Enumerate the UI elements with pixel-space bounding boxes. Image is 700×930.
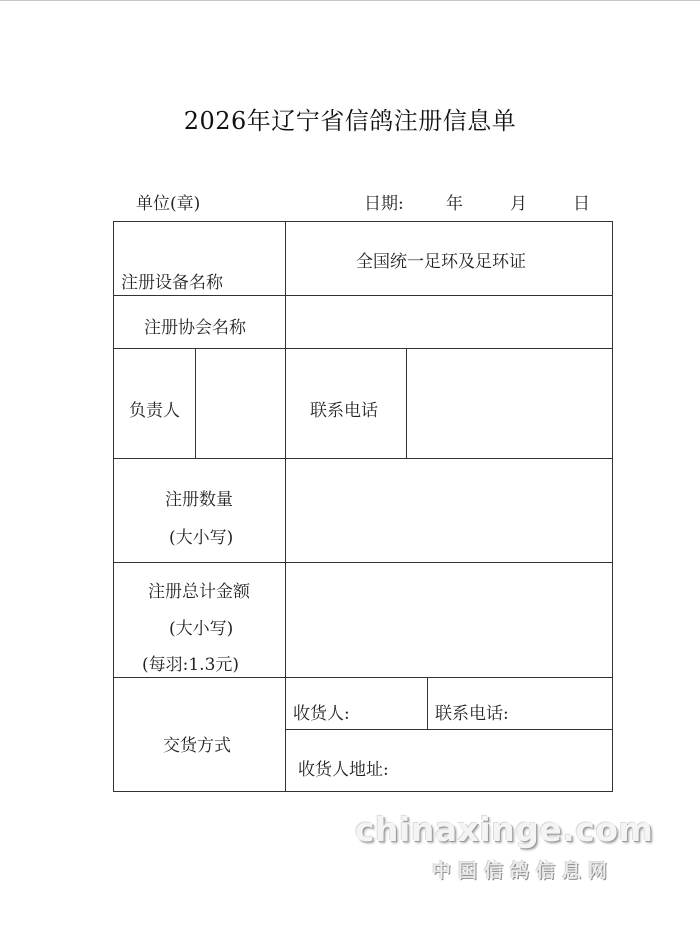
column-divider bbox=[427, 677, 428, 729]
contact-phone-label: 联系电话 bbox=[310, 401, 378, 421]
date-month-label: 月 bbox=[510, 194, 527, 214]
device-name-label: 注册设备名称 bbox=[121, 273, 223, 293]
receiver-phone-label: 联系电话: bbox=[435, 704, 509, 724]
row-divider bbox=[114, 677, 612, 678]
row-divider bbox=[114, 295, 612, 296]
device-name-value: 全国统一足环及足环证 bbox=[356, 252, 526, 272]
total-amount-label: 注册总计金额 bbox=[148, 582, 250, 602]
total-amount-note: (大小写) bbox=[169, 619, 234, 639]
receiver-label: 收货人: bbox=[293, 704, 350, 724]
column-divider bbox=[285, 222, 286, 791]
row-divider bbox=[114, 458, 612, 459]
association-name-field[interactable] bbox=[320, 312, 590, 340]
quantity-note: (大小写) bbox=[169, 528, 234, 548]
delivery-method-label: 交货方式 bbox=[163, 736, 231, 756]
contact-phone-field[interactable] bbox=[414, 372, 604, 432]
association-name-label: 注册协会名称 bbox=[144, 318, 246, 338]
column-divider bbox=[195, 348, 196, 458]
date-year-label: 年 bbox=[446, 194, 463, 214]
responsible-person-label: 负责人 bbox=[129, 401, 180, 421]
row-divider bbox=[285, 729, 612, 730]
registration-form-table bbox=[113, 221, 613, 792]
site-name-watermark: 中国信鸽信息网 bbox=[432, 860, 615, 882]
row-divider bbox=[114, 348, 612, 349]
responsible-person-field[interactable] bbox=[200, 372, 280, 432]
row-divider bbox=[114, 562, 612, 563]
top-border-line bbox=[0, 0, 700, 1]
quantity-label: 注册数量 bbox=[165, 490, 233, 510]
quantity-field[interactable] bbox=[294, 472, 604, 552]
receiver-address-label: 收货人地址: bbox=[298, 760, 389, 780]
price-per-bird-note: (每羽:1.3元) bbox=[142, 655, 240, 675]
site-watermark: chinaxinge.com bbox=[355, 810, 654, 849]
total-amount-field[interactable] bbox=[294, 577, 604, 667]
document-title: 2026年辽宁省信鸽注册信息单 bbox=[183, 107, 517, 135]
date-label: 日期: bbox=[364, 194, 404, 214]
unit-seal-label: 单位(章) bbox=[136, 194, 201, 214]
date-day-label: 日 bbox=[573, 194, 590, 214]
column-divider bbox=[406, 348, 407, 458]
